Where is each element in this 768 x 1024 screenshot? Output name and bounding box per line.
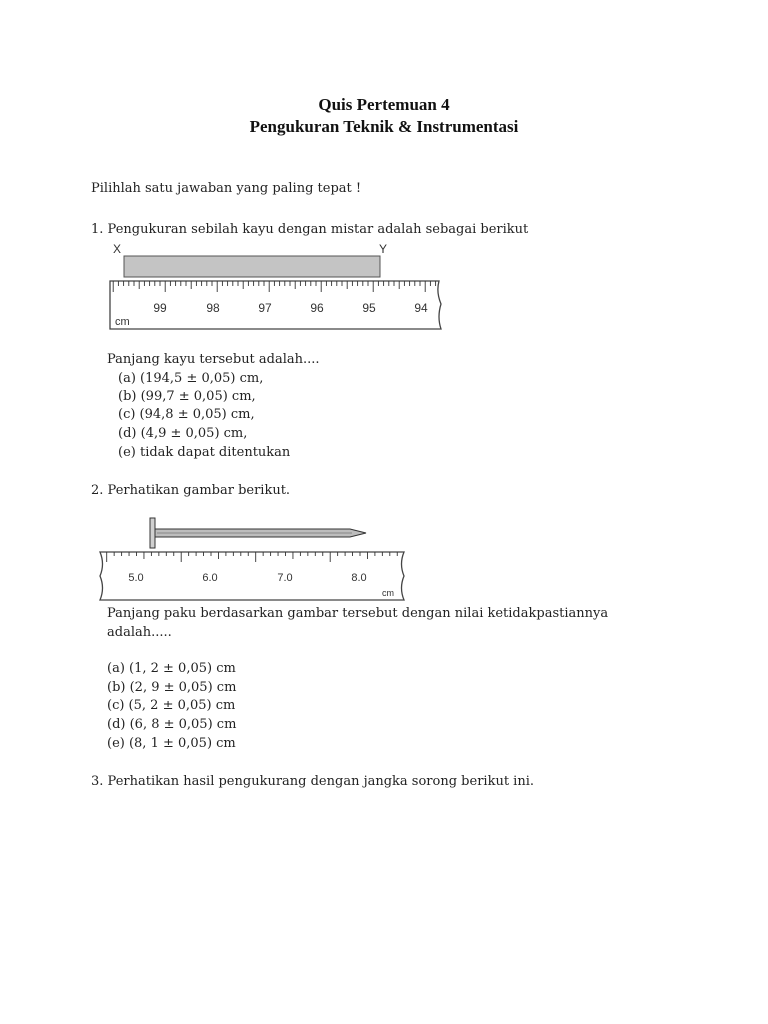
ruler-2-number: 8.0 <box>351 572 367 584</box>
ruler-2-number: 7.0 <box>277 572 293 584</box>
q2-option-e[interactable]: (e) (8, 1 ± 0,05) cm <box>107 736 236 751</box>
nail-head <box>150 518 155 548</box>
question-2: 2. Perhatikan gambar berikut. <box>91 483 291 498</box>
question-2-prompt-cont: adalah..... <box>107 625 172 640</box>
ruler-1-number: 95 <box>362 301 376 315</box>
ruler-2-number: 5.0 <box>128 572 144 584</box>
q1-option-b[interactable]: (b) (99,7 ± 0,05) cm, <box>118 389 256 404</box>
ruler-1-number: 98 <box>206 301 220 315</box>
q2-option-c[interactable]: (c) (5, 2 ± 0,05) cm <box>107 698 236 713</box>
q2-option-a[interactable]: (a) (1, 2 ± 0,05) cm <box>107 661 236 676</box>
label-y: Y <box>379 242 388 256</box>
ruler-1-number: 99 <box>153 301 167 315</box>
ruler-1-number: 96 <box>310 301 324 315</box>
instruction-text: Pilihlah satu jawaban yang paling tepat ! <box>91 181 362 196</box>
ruler-2-number: 6.0 <box>202 572 218 584</box>
q1-option-e[interactable]: (e) tidak dapat ditentukan <box>118 445 291 460</box>
question-3: 3. Perhatikan hasil pengukurang dengan jangka sorong berikut ini. <box>91 774 534 789</box>
question-1: 1. Pengukuran sebilah kayu dengan mistar adalah sebagai berikut <box>91 222 529 237</box>
ruler-1-number: 97 <box>258 301 272 315</box>
ruler-1-number: 94 <box>414 301 428 315</box>
q1-option-c[interactable]: (c) (94,8 ± 0,05) cm, <box>118 407 255 422</box>
label-x: X <box>113 242 122 256</box>
quiz-title: Quis Pertemuan 4 <box>318 95 450 114</box>
q1-option-d[interactable]: (d) (4,9 ± 0,05) cm, <box>118 426 248 441</box>
q1-option-a[interactable]: (a) (194,5 ± 0,05) cm, <box>118 371 264 386</box>
q2-option-d[interactable]: (d) (6, 8 ± 0,05) cm <box>107 717 237 732</box>
ruler-2-unit: cm <box>382 588 394 598</box>
question-2-prompt: Panjang paku berdasarkan gambar tersebut dengan nilai ketidakpastiannya <box>107 606 609 621</box>
ruler-1-unit: cm <box>115 316 130 328</box>
question-1-prompt: Panjang kayu tersebut adalah.... <box>107 352 320 367</box>
q2-option-b[interactable]: (b) (2, 9 ± 0,05) cm <box>107 680 237 695</box>
quiz-subtitle: Pengukuran Teknik & Instrumentasi <box>249 117 519 136</box>
